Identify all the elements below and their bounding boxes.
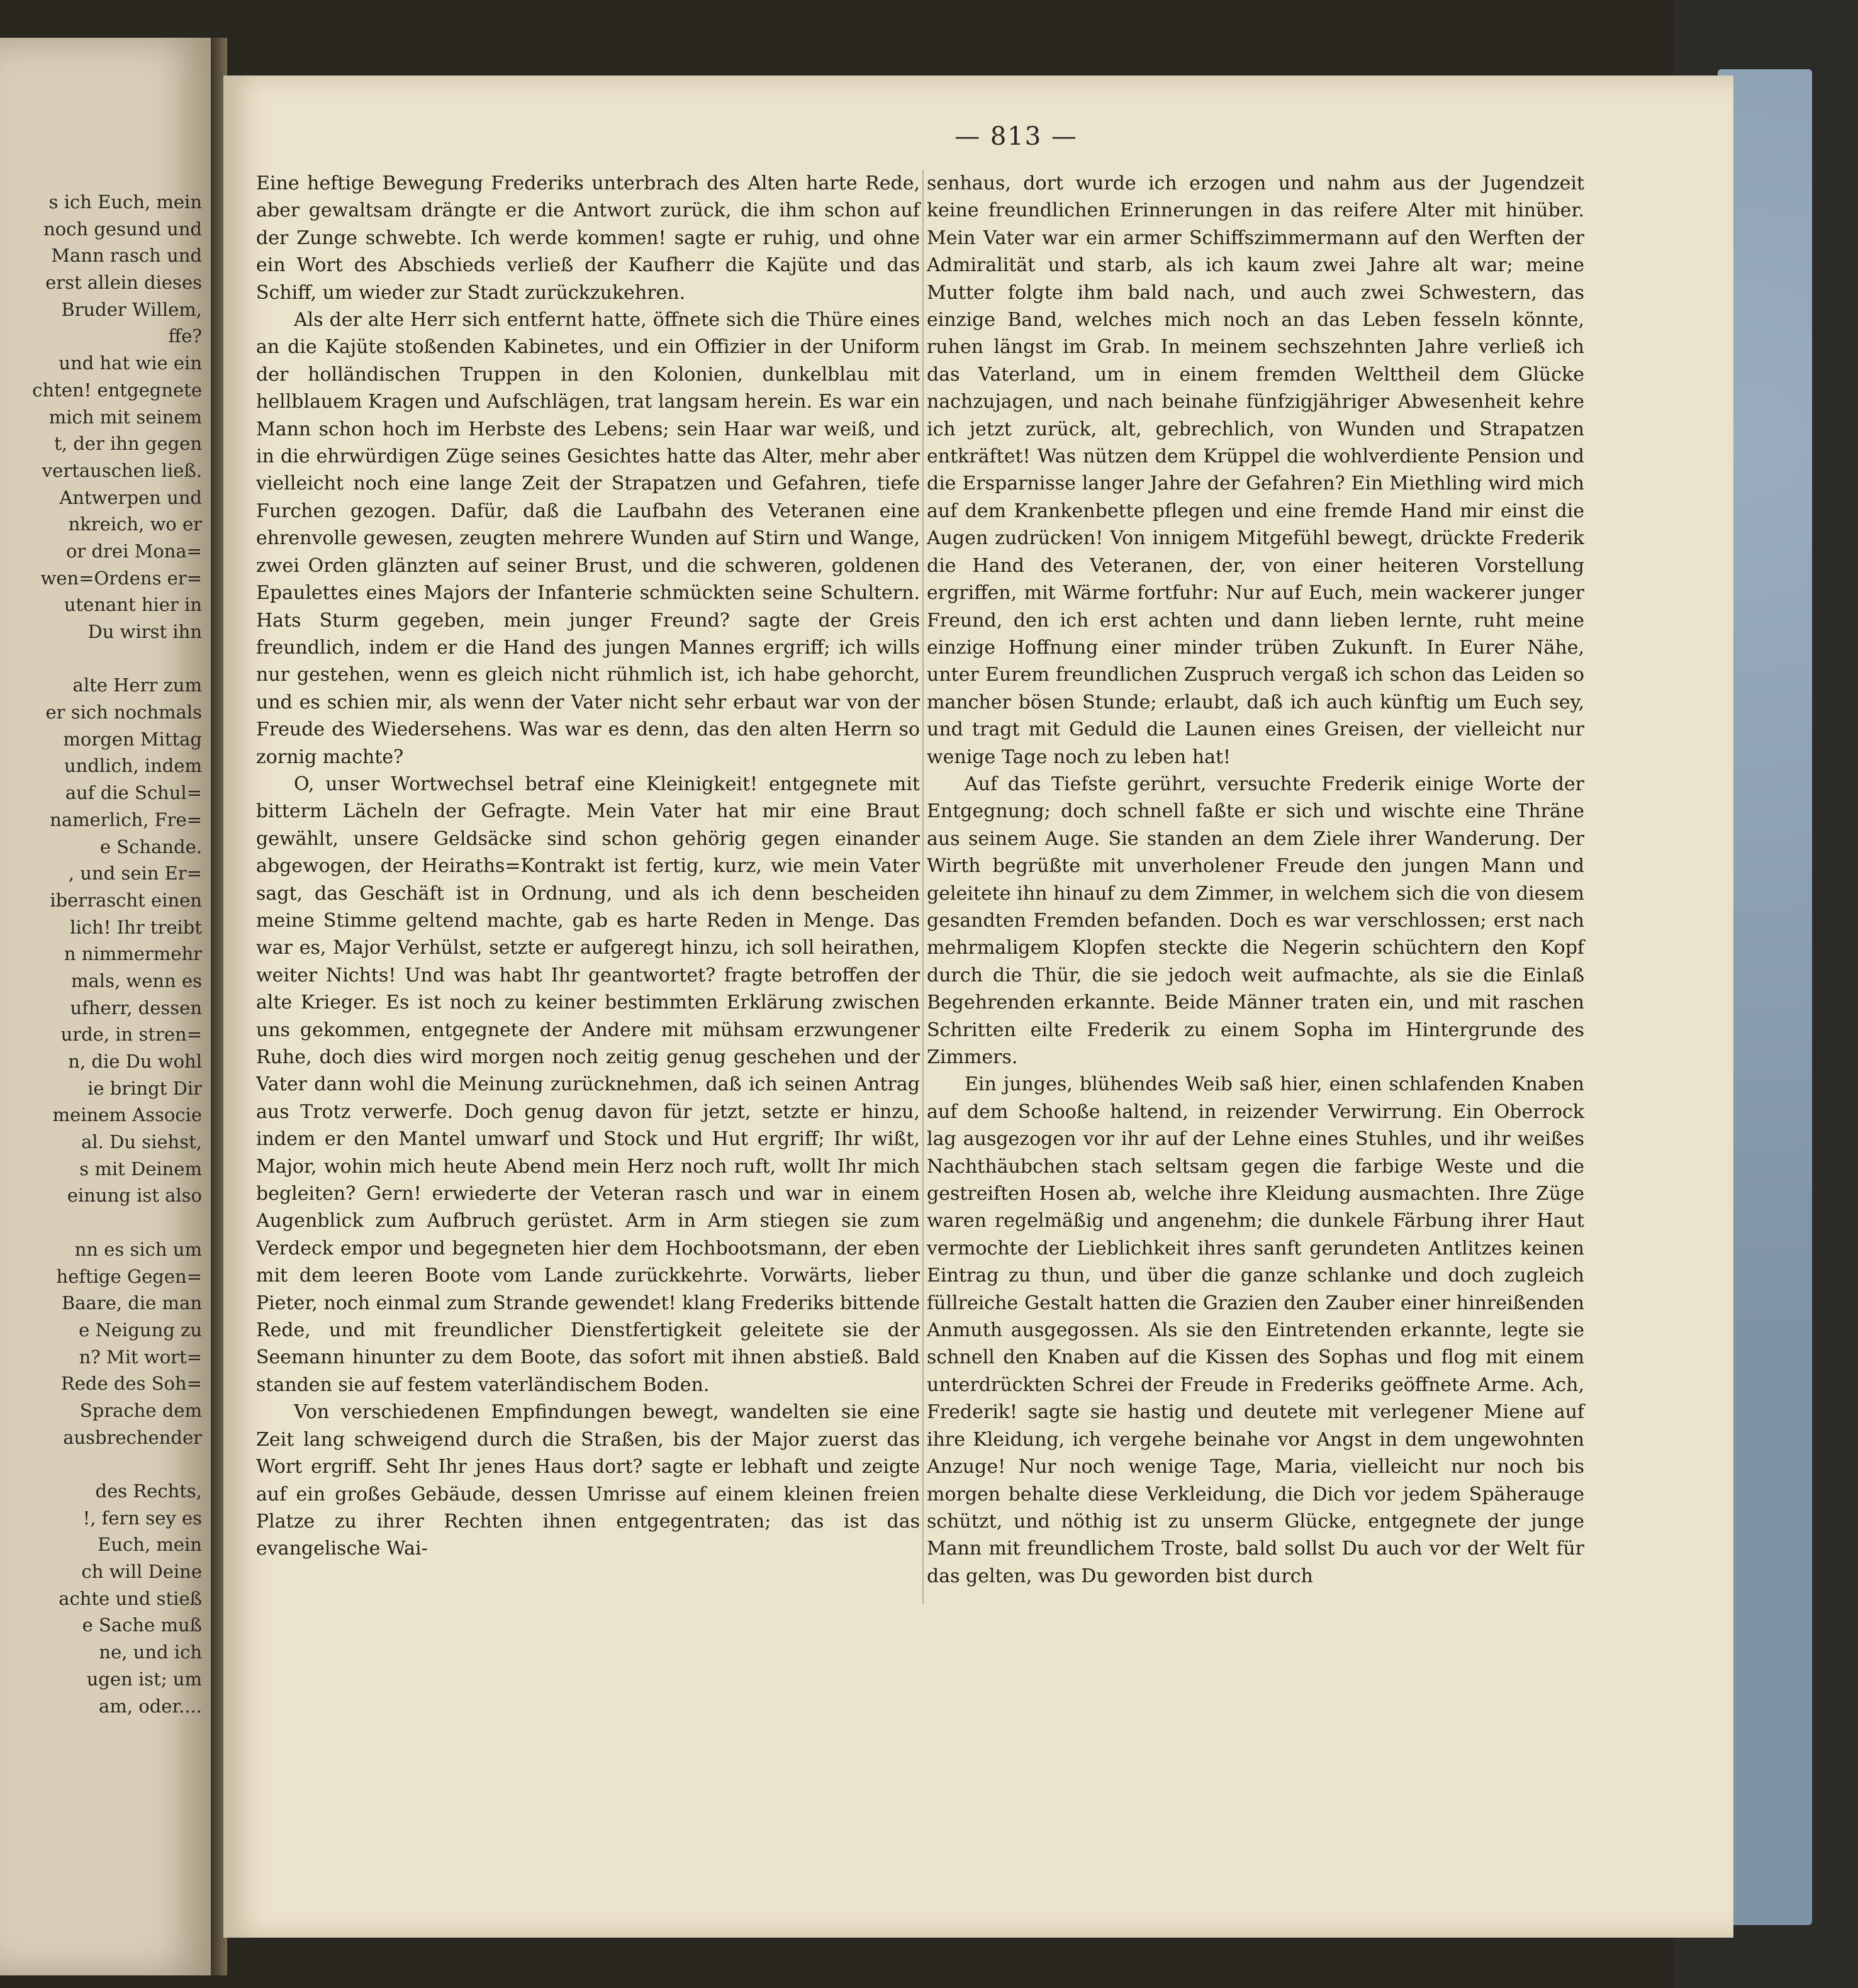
previous-page-line: erst allein dieses — [45, 272, 202, 294]
previous-page-line: ausbrechender — [63, 1426, 202, 1448]
previous-page-line: al. Du siehst, — [81, 1131, 202, 1153]
previous-page-line: nn es sich um — [74, 1238, 202, 1260]
previous-page-line: er sich nochmals — [45, 701, 202, 723]
previous-page-line: ie bringt Dir — [87, 1077, 202, 1099]
previous-page-line: ufherr, dessen — [70, 997, 202, 1019]
previous-page-line: des Rechts, — [95, 1480, 202, 1502]
previous-page-line: , und sein Er= — [68, 863, 202, 885]
paragraph: Eine heftige Bewegung Frederiks unterbrach des Alten harte Rede, aber gewaltsam drängte er die Antwort zurück, die ihm schon auf der Zunge schwebte. Ich werde kommen! sagte er ruhig, und ohne ein Wort des Abschieds verließ der Kaufherr die Kajüte und das Schiff, um wieder zur Stadt zurückzukehren. — [256, 172, 920, 304]
previous-page-line: am, oder.... — [99, 1695, 202, 1717]
previous-page-line: ch will Deine — [81, 1561, 202, 1583]
previous-page-line: n, die Du wohl — [68, 1051, 202, 1072]
previous-page-line: heftige Gegen= — [56, 1265, 202, 1287]
previous-page-line: s mit Deinem — [79, 1158, 202, 1180]
previous-page-line: Euch, mein — [98, 1534, 202, 1556]
paragraph: Als der alte Herr sich entfernt hatte, öffnete sich die Thüre eines an die Kajüte stoßenden Kabinetes, und ein Offizier in der Uniform der holländischen Truppen in den Kolonien, dunkelblau mit hellblauem Kragen und Aufschlägen, trat langsam herein. Es war ein Mann schon hoch im Herbste des Lebens; sein Haar war weiß, und in die ehrwürdigen Züge seines Gesichtes hatte das Alter, mehr aber vielleicht noch eine lange Zeit der Strapatzen und Gefahren, tiefe Furchen gezogen. Dafür, daß die Laufbahn des Veteranen eine ehrenvolle gewesen, zeugten mehrere Wunden auf Stirn und Wange, zwei Orden glänzten auf seiner Brust, und die schweren, goldenen Epaulettes eines Majors der Infanterie schmückten seine Schultern. Hats Sturm gegeben, mein junger Freund? sagte der Greis freundlich, indem er die Hand des jungen Mannes ergriff; ich wills nur gestehen, wenn es gleich nicht rühmlich ist, ich habe gehorcht, und es schien mir, als wenn der Vater nicht sehr erbaut war von der Freude des Wiedersehens. Was war es denn, das den alten Herrn so zornig machte? — [256, 309, 920, 768]
previous-page-text — [0, 189, 202, 1719]
previous-page-line: undlich, indem — [64, 755, 202, 777]
previous-page-line: Sprache dem — [79, 1399, 202, 1421]
previous-page-line: e Neigung zu — [79, 1319, 202, 1341]
column-divider — [922, 170, 924, 1604]
previous-page-line: mich mit seinem — [48, 406, 202, 428]
text-column-left — [256, 170, 920, 1563]
previous-page-line — [0, 1209, 202, 1236]
previous-page-line — [0, 645, 202, 673]
previous-page-line: mals, wenn es — [71, 969, 202, 991]
text-column-right — [927, 170, 1584, 1590]
previous-page-line: or drei Mona= — [65, 540, 202, 562]
previous-page-line: wen=Ordens er= — [40, 567, 202, 589]
previous-page-line: auf die Schul= — [65, 782, 202, 804]
previous-page-line: nkreich, wo er — [68, 513, 202, 535]
previous-page-line: s ich Euch, mein — [48, 191, 202, 213]
previous-page-line: achte und stieß — [59, 1587, 202, 1609]
previous-page-line: einung ist also — [67, 1185, 202, 1207]
previous-page-line: utenant hier in — [64, 594, 202, 616]
previous-page-line: noch gesund und — [43, 218, 202, 240]
previous-page-fragment — [0, 38, 211, 1975]
paragraph: senhaus, dort wurde ich erzogen und nahm aus der Jugendzeit keine freundlichen Erinnerungen in das reifere Alter mit hinüber. Mein Vater war ein armer Schiffszimmermann auf den Werften der Admiralität und starb, als ich kaum zwei Jahre alt war; meine Mutter folgte ihm bald nach, und auch zwei Schwestern, das einzige Band, welches mich noch an das Leben fesseln könnte, ruhen längst im Grab. In meinem sechszehnten Jahre verließ ich das Vaterland, um in einem fremden Welttheil dem Glücke nachzujagen, und nach beinahe fünfzigjähriger Abwesenheit kehre ich jetzt zurück, alt, gebrechlich, von Wunden und Strapatzen entkräftet! Was nützen dem Krüppel die wohlverdiente Pension und die Ersparnisse langer Jahre der Gefahren? Ein Miethling wird mich auf dem Krankenbette pflegen und eine fremde Hand mir einst die Augen zudrücken! Von innigem Mitgefühl bewegt, drückte Frederik die Hand des Veteranen, der, von einer heiteren Vorstellung ergriffen, mit Wärme fortfuhr: Nur auf Euch, mein wackerer junger Freund, den ich erst achten und dann lieben lernte, ruht meine einzige Hoffnung einer minder trüben Zukunft. In Eurer Nähe, unter Eurem freundlichen Zuspruch vergaß ich schon das Leiden so mancher bösen Stunde; erlaubt, daß ich auch künftig um Euch sey, und tragt mit Geduld die Launen eines Greisen, der vielleicht nur wenige Tage noch zu leben hat! — [927, 172, 1584, 768]
book-page — [223, 75, 1733, 1938]
previous-page-line: chten! entgegnete — [32, 379, 202, 401]
previous-page-line — [0, 1451, 202, 1478]
previous-page-line: e Schande. — [99, 835, 202, 857]
previous-page-line: n? Mit wort= — [79, 1346, 202, 1368]
previous-page-line: n nimmermehr — [64, 943, 202, 965]
previous-page-line: vertauschen ließ. — [42, 459, 202, 481]
paragraph: Auf das Tiefste gerührt, versuchte Frederik einige Worte der Entgegnung; doch schnell faßte er sich und wischte eine Thräne aus seinem Auge. Sie standen an dem Ziele ihrer Wanderung. Der Wirth begrüßte mit unverholener Freude den jungen Mann und geleitete ihn hinauf zu dem Zimmer, in welchem sich die von diesem gesandten Fremden befanden. Doch es war verschlossen; erst nach mehrmaligem Klopfen steckte die Negerin schüchtern den Kopf durch die Thür, die sie jedoch weit aufmachte, als sie die Einlaß Begehrenden erkannte. Beide Männer traten ein, und mit raschen Schritten eilte Frederik zu einem Sopha im Hintergrunde des Zimmers. — [927, 773, 1584, 1068]
previous-page-line: namerlich, Fre= — [50, 808, 202, 830]
paragraph: Ein junges, blühendes Weib saß hier, einen schlafenden Knaben auf dem Schooße haltend, in reizender Verwirrung. Ein Oberrock lag ausgezogen vor ihr auf der Lehne eines Stuhles, und ihr weißes Nachthäubchen stach seltsam gegen die farbige Weste und die gestreiften Hosen ab, welche ihre Kleidung ausmachten. Ihre Züge waren regelmäßig und angenehm; die dunkele Färbung ihrer Haut vermochte der Lieblichkeit ihres sanft gerundeten Antlitzes keinen Eintrag zu thun, und über die ganze schlanke und doch zugleich füllreiche Gestalt hatten die Grazien den Zauber einer hinreißenden Anmuth ausgegossen. Als sie den Eintretenden erkannte, legte sie schnell den Knaben auf die Kissen des Sophas und flog mit einem unterdrückten Schrei der Freude in Frederiks geöffnete Arme. Ach, Frederik! sagte sie hastig und deutete mit verlegener Miene auf ihre Kleidung, ich vergehe beinahe vor Angst in dem ungewohnten Anzuge! Nur noch wenige Tage, Maria, vielleicht nur noch bis morgen behalte diese Verkleidung, die Dich vor jedem Späherauge schützt, und nöthig ist zu unserm Glücke, entgegnete der junge Mann mit freundlichem Troste, bald sollst Du auch vor der Welt für das gelten, was Du geworden bist durch — [927, 1073, 1584, 1587]
previous-page-line: ne, und ich — [99, 1641, 202, 1663]
previous-page-line: alte Herr zum — [72, 674, 202, 696]
previous-page-line: ffe? — [168, 325, 202, 347]
paragraph: Von verschiedenen Empfindungen bewegt, wandelten sie eine Zeit lang schweigend durch die Straßen, bis der Major zuerst das Wort ergriff. Seht Ihr jenes Haus dort? sagte er lebhaft und zeigte auf ein großes Gebäude, dessen Umrisse auf einem kleinen freien Platze zu ihrer Rechten ihnen entgegentraten; das ist das evangelische Wai- — [256, 1401, 920, 1560]
previous-page-line: Du wirst ihn — [87, 621, 202, 642]
previous-page-line: urde, in stren= — [60, 1024, 202, 1046]
previous-page-line: lich! Ihr treibt — [70, 916, 202, 938]
previous-page-line: Baare, die man — [61, 1292, 202, 1314]
previous-page-line: morgen Mittag — [63, 728, 202, 750]
previous-page-line: !, fern sey es — [82, 1507, 202, 1529]
previous-page-line: Rede des Soh= — [60, 1373, 202, 1395]
previous-page-line: Bruder Willem, — [61, 298, 202, 320]
previous-page-line: e Sache muß — [82, 1614, 202, 1636]
previous-page-line: und hat wie ein — [59, 352, 202, 374]
previous-page-line: ugen ist; um — [86, 1668, 202, 1690]
page-number: — 813 — — [954, 122, 1078, 151]
previous-page-line: meinem Associe — [52, 1104, 202, 1126]
previous-page-line: iberrascht einen — [50, 889, 202, 911]
previous-page-line: Antwerpen und — [59, 486, 202, 508]
previous-page-line: Mann rasch und — [51, 245, 202, 267]
previous-page-line: t, der ihn gegen — [54, 433, 202, 455]
paragraph: O, unser Wortwechsel betraf eine Kleinigkeit! entgegnete mit bitterm Lächeln der Gefragte. Mein Vater hat mir eine Braut gewählt, unsere Geldsäcke sind schon gehörig gegen einander abgewogen, der Heiraths=Kontrakt ist fertig, kurz, wie mein Vater sagt, das Geschäft ist in Ordnung, und als ich denn bescheiden meine Stimme geltend machte, gab es harte Reden in Menge. Das war es, Major Verhülst, setzte er aufgeregt hinzu, ich soll heirathen, weiter Nichts! Und was habt Ihr geantwortet? fragte betroffen der alte Krieger. Es ist noch zu keiner bestimmten Erklärung zwischen uns gekommen, entgegnete der Andere mit mühsam erzwungener Ruhe, doch dies wird morgen noch zeitig genug geschehen und der Vater dann wohl die Meinung zurücknehmen, daß ich seinen Antrag aus Trotz verwerfe. Doch genug davon für jetzt, setzte er hinzu, indem er den Mantel umwarf und Stock und Hut ergriff; Ihr wißt, Major, wohin mich heute Abend mein Herz noch ruft, wollt Ihr mich begleiten? Gern! erwiederte der Veteran rasch und war in einem Augenblick zum Aufbruch gerüstet. Arm in Arm stiegen sie zum Verdeck empor und begegneten hier dem Hochbootsmann, der eben mit dem leeren Boote vom Lande zurückkehrte. Vorwärts, lieber Pieter, noch einmal zum Strande gewendet! klang Frederiks bittende Rede, und mit freundlicher Dienstfertigkeit geleitete sie der Seemann hinunter zu dem Boote, das sofort mit ihnen abstieß. Bald standen sie auf festem vaterländischem Boden. — [256, 773, 920, 1396]
